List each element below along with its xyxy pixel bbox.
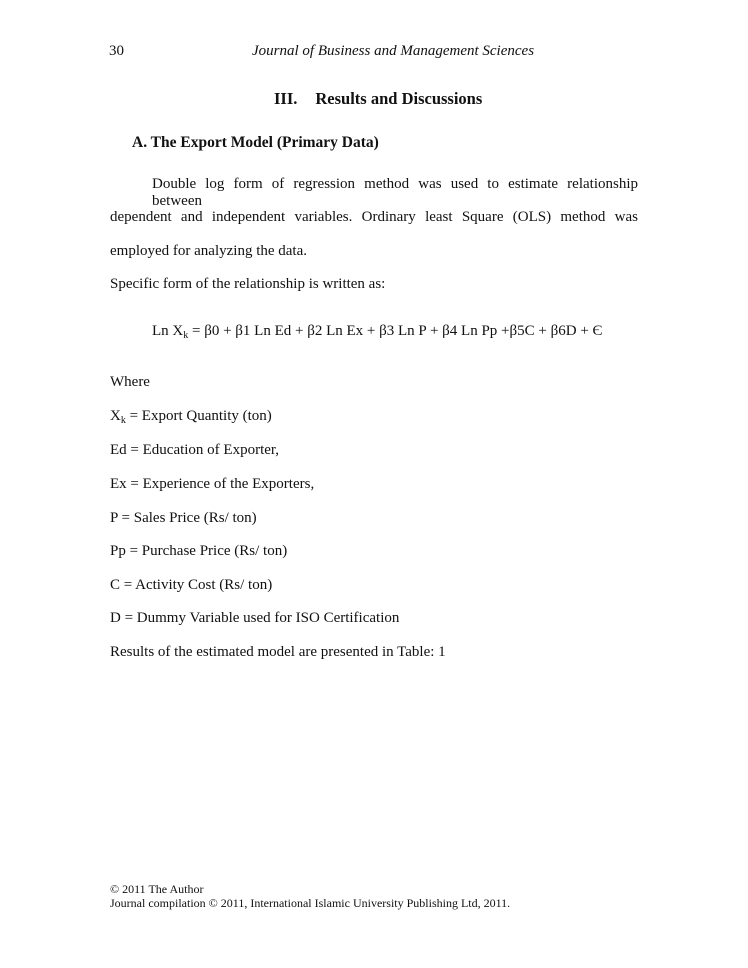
paragraph-line-3: employed for analyzing the data. xyxy=(110,243,308,259)
variable-xk-symbol: X xyxy=(110,408,121,424)
where-label: Where xyxy=(110,374,150,390)
subsection-heading: A. The Export Model (Primary Data) xyxy=(132,134,379,151)
paragraph-line-1: Double log form of regression method was used to estimate relationship between xyxy=(152,176,638,209)
footer-compilation: Journal compilation © 2011, International Islamic University Publishing Ltd, 2011. xyxy=(110,896,511,910)
variable-c: C = Activity Cost (Rs/ ton) xyxy=(110,577,273,593)
variable-ed: Ed = Education of Exporter, xyxy=(110,442,280,458)
results-line: Results of the estimated model are presented in Table: 1 xyxy=(110,644,446,660)
page-number: 30 xyxy=(109,43,124,59)
variable-xk xyxy=(110,408,272,426)
section-heading xyxy=(274,89,482,109)
equation-rhs: = β0 + β1 Ln Ed + β2 Ln Ex + β3 Ln P + β4 Ln Pp +β5C + β6D + Є xyxy=(188,323,603,339)
variable-pp: Pp = Purchase Price (Rs/ ton) xyxy=(110,543,288,559)
equation-lhs: Ln X xyxy=(152,323,184,339)
variable-d: D = Dummy Variable used for ISO Certification xyxy=(110,610,400,626)
equation-lhs-subscript: k xyxy=(183,330,189,341)
variable-xk-definition: = Export Quantity (ton) xyxy=(125,408,272,424)
section-title: Results and Discussions xyxy=(315,89,483,108)
paragraph-line-2: dependent and independent variables. Ordinary least Square (OLS) method was xyxy=(110,209,638,225)
section-number: III. xyxy=(274,89,298,108)
variable-xk-subscript: k xyxy=(120,415,126,426)
variable-p: P = Sales Price (Rs/ ton) xyxy=(110,510,257,526)
journal-name: Journal of Business and Management Sciences xyxy=(252,43,535,59)
variable-ex: Ex = Experience of the Exporters, xyxy=(110,476,315,492)
footer-copyright: © 2011 The Author xyxy=(110,882,204,896)
form-intro: Specific form of the relationship is written as: xyxy=(110,276,386,292)
regression-equation xyxy=(152,323,602,341)
